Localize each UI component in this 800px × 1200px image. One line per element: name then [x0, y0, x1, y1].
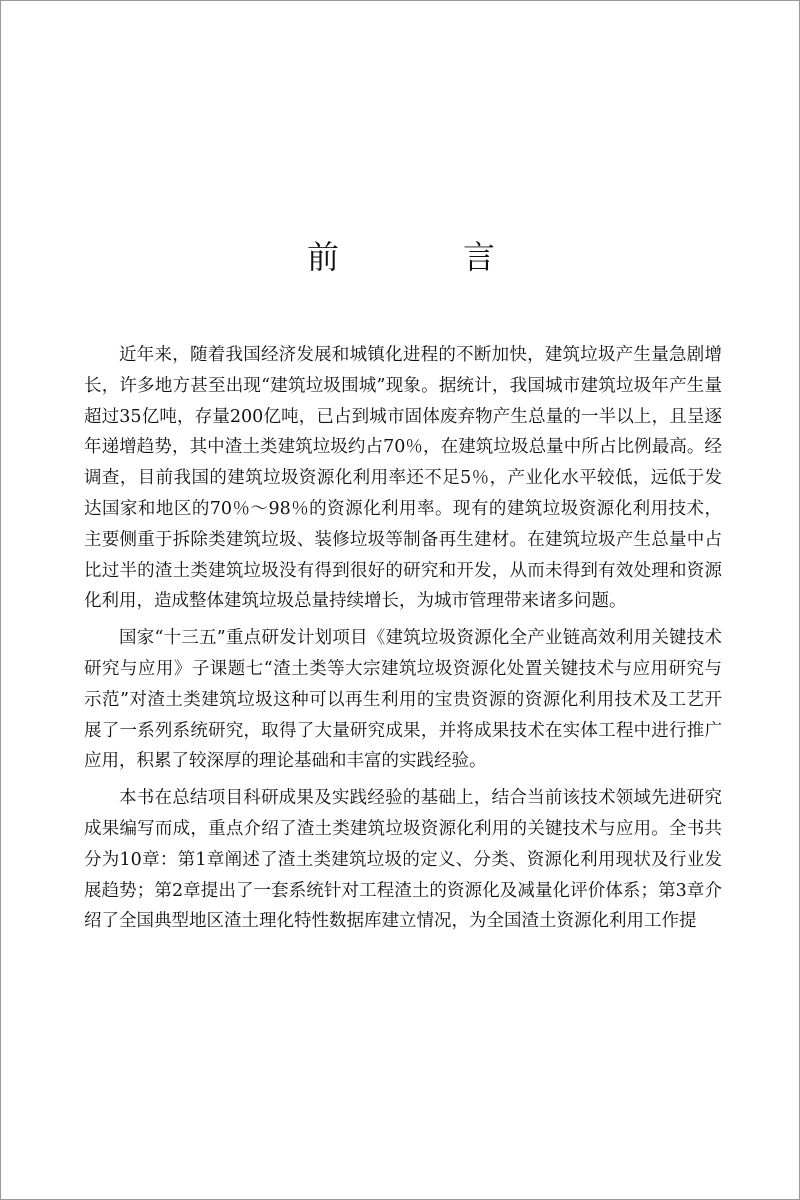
paragraph: 国家“十三五”重点研发计划项目《建筑垃圾资源化全产业链高效利用关键技术研究与应用》子课题七“渣土类等大宗建筑垃圾资源化处置关键技术与应用研究与示范”对渣土类建筑垃圾这种可以再生利用的宝贵资源的资源化利用技术及工艺开展了一系列系统研究，取得了大量研究成果，并将成果技术在实体工程中进行推广应用，积累了较深厚的理论基础和丰富的实践经验。	[84, 628, 722, 772]
document-body	[84, 340, 722, 943]
page-title: 前 言	[306, 238, 541, 276]
paragraph: 近年来，随着我国经济发展和城镇化进程的不断加快，建筑垃圾产生量急剧增长，许多地方甚至出现“建筑垃圾围城”现象。据统计，我国城市建筑垃圾年产生量超过35亿吨，存量200亿吨，已占到城市固体废弃物产生总量的一半以上，且呈逐年递增趋势，其中渣土类建筑垃圾约占70％，在建筑垃圾总量中所占比例最高。经调查，目前我国的建筑垃圾资源化利用率还不足5％，产业化水平较低，远低于发达国家和地区的70％～98％的资源化利用率。现有的建筑垃圾资源化利用技术，主要侧重于拆除类建筑垃圾、装修垃圾等制备再生建材。在建筑垃圾产生总量中占比过半的渣土类建筑垃圾没有得到很好的研究和开发，从而未得到有效处理和资源化利用，造成整体建筑垃圾总量持续增长，为城市管理带来诸多问题。	[84, 345, 722, 612]
paragraph: 本书在总结项目科研成果及实践经验的基础上，结合当前该技术领域先进研究成果编写而成，重点介绍了渣土类建筑垃圾资源化利用的关键技术与应用。全书共分为10章：第1章阐述了渣土类建筑垃圾的定义、分类、资源化利用现状及行业发展趋势；第2章提出了一套系统针对工程渣土的资源化及减量化评价体系；第3章介绍了全国典型地区渣土理化特性数据库建立情况，为全国渣土资源化利用工作提	[84, 788, 722, 932]
